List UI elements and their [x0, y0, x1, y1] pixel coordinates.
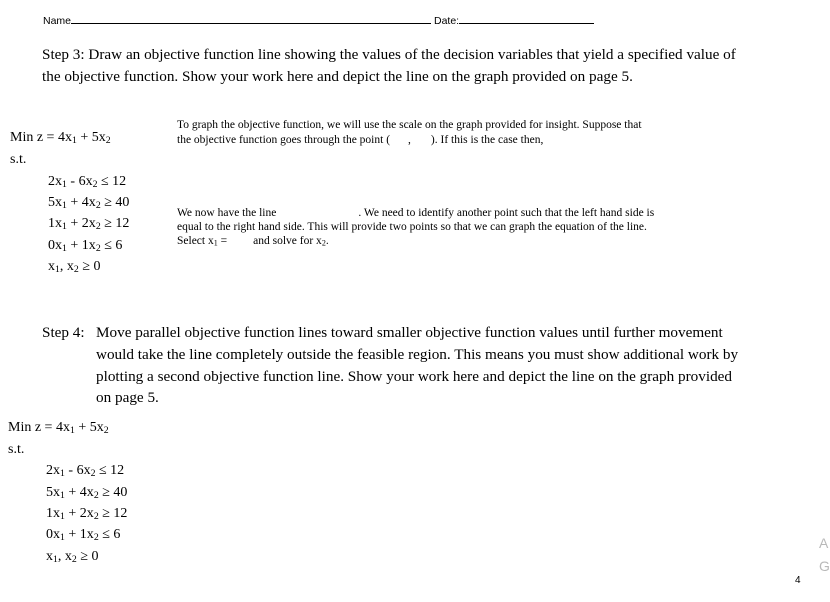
name-label: Name	[43, 15, 72, 27]
date-blank-line[interactable]	[459, 12, 594, 24]
instructions-p1-line2: the objective function goes through the point ( , ). If this is the case then,	[177, 134, 544, 146]
model2-constraint-1: $2x_1 - 6x_2 \le 12$	[46, 463, 125, 479]
model2-constraint-3: $1x_1 + 2x_2 \ge 12$	[46, 506, 128, 522]
edge-glyph-g: G	[819, 558, 830, 574]
model1-constraint-2: $5x_1 + 4x_2 \ge 40$	[48, 195, 130, 211]
model1-objective: Min $z = 4x_1 + 5x_2$	[10, 130, 111, 146]
instructions-p2-line3: Select $x_1$ = and solve for $x_2$.	[177, 235, 329, 248]
model2-constraint-2: $5x_1 + 4x_2 \ge 40$	[46, 485, 128, 501]
model1-st: s.t.	[10, 152, 27, 167]
model2-objective: Min $z = 4x_1 + 5x_2$	[8, 420, 109, 436]
date-field	[434, 12, 594, 27]
model1-constraint-5: $x_1$, $x_2 \ge 0$	[48, 259, 101, 275]
model2-st: s.t.	[8, 442, 25, 457]
model2-constraint-4: $0x_1 + 1x_2 \le 6$	[46, 527, 121, 543]
instructions-p1-line1: To graph the objective function, we will use the scale on the graph provided for insight. Suppose that	[177, 119, 642, 131]
model2-constraint-5: $x_1$, $x_2 \ge 0$	[46, 549, 99, 565]
name-blank-line[interactable]	[71, 12, 431, 24]
page-number: 4	[795, 575, 801, 586]
instructions-p2-line2: equal to the right hand side. This will provide two points so that we can graph the equation of the line.	[177, 221, 647, 233]
step4-line1: Move parallel objective function lines toward smaller objective function values until further movement	[96, 324, 723, 341]
instructions-p2-line1: We now have the line . We need to identify another point such that the left hand side is	[177, 207, 655, 219]
step4-line3: plotting a second objective function line. Show your work here and depict the line on the graph provided	[96, 368, 733, 385]
step4-line2: would take the line completely outside the feasible region. This means you must show additional work by	[96, 346, 739, 363]
step4-line4: on page 5.	[96, 389, 159, 406]
name-field	[43, 12, 431, 27]
step4-lead: Step 4:	[42, 324, 85, 341]
model1-constraint-1: $2x_1 - 6x_2 \le 12$	[48, 174, 127, 190]
model1-constraint-3: $1x_1 + 2x_2 \ge 12$	[48, 216, 130, 232]
date-label: Date:	[434, 15, 460, 27]
step3-line2: the objective function. Show your work here and depict the line on the graph provided on page 5.	[42, 68, 633, 85]
edge-glyph-a: A	[819, 535, 829, 551]
model1-constraint-4: $0x_1 + 1x_2 \le 6$	[48, 238, 123, 254]
step3-line1: Step 3: Draw an objective function line showing the values of the decision variables that yield a specified value of	[42, 46, 736, 63]
